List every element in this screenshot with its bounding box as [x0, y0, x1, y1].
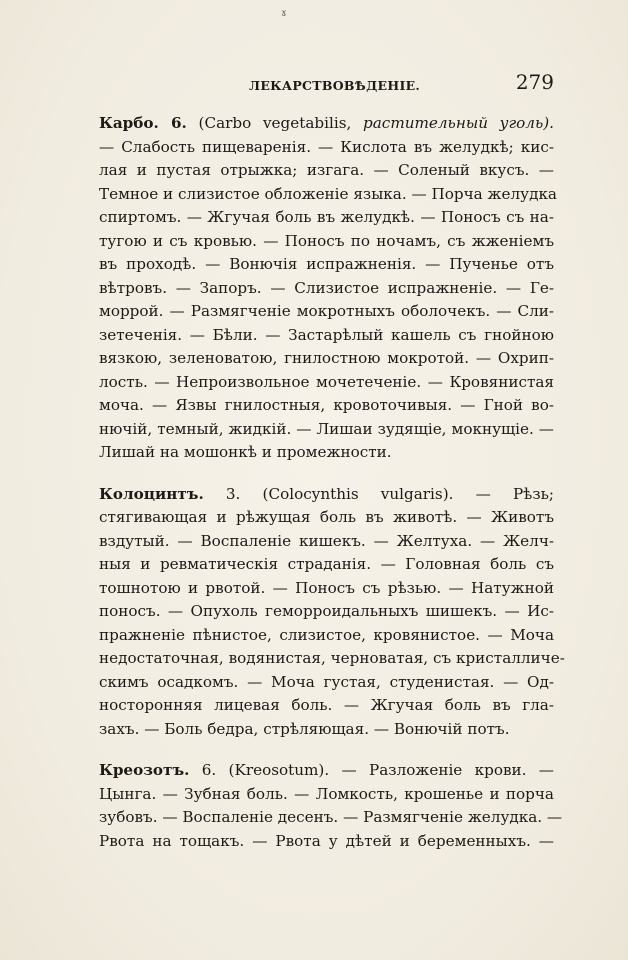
text-segment: 3. (Colocynthis vulgaris). — Рѣзь; — [203, 484, 554, 503]
text-line: Цынга. — Зубная боль. — Ломкость, крошенье и порча — [99, 784, 554, 803]
text-line: моррой. — Размягченіе мокротныхъ оболочекъ. — Сли- — [99, 302, 554, 320]
top-printer-mark: ɤ — [281, 8, 287, 19]
text-line: скимъ осадкомъ. — Моча густая, студенистая. — Од- — [99, 672, 554, 691]
text-segment: (Carbo vegetabilis, — [186, 114, 364, 132]
text-line: нючій, темный, жидкій. — Лишаи зудящіе, мокнущіе. — — [99, 419, 554, 438]
text-line: лая и пустая отрыжка; изгага. — Соленый вкусъ. — — [99, 161, 554, 179]
text-line — [99, 112, 554, 136]
remedy-name: Креозотъ. — [99, 761, 190, 779]
text-line: тугою и съ кровью. — Поносъ по ночамъ, съ жженіемъ — [99, 231, 554, 250]
text-line: лость. — Непроизвольное мочетеченіе. — Кровянистая — [99, 372, 554, 391]
text-line: поносъ. — Опухоль геморроидальныхъ шишекъ. — Ис- — [99, 602, 554, 620]
text-line: стягивающая и рѣжущая боль въ животѣ. — Животъ — [99, 508, 554, 526]
text-line: ныя и ревматическія страданія. — Головная боль съ — [99, 555, 554, 573]
text-line: носторонняя лицевая боль. — Жгучая боль въ гла- — [99, 696, 554, 714]
text-line: пражненіе пѣнистое, слизистое, кровянистое. — Моча — [99, 625, 554, 644]
entry-kolotsint — [99, 483, 565, 742]
entry-karbo — [99, 112, 557, 465]
text-line: въ проходѣ. — Вонючія испражненія. — Пученье отъ — [99, 255, 554, 273]
text-line: Темное и слизистое обложеніе языка. — Порча желудка — [99, 184, 557, 203]
text-line: недостаточная, водянистая, черноватая, съ кристалличе- — [99, 649, 565, 667]
text-line: зубовъ. — Воспаленіе деcенъ. — Размягченіе желудка. — — [99, 808, 563, 826]
page-body — [99, 112, 565, 853]
text-line: тошнотою и рвотой. — Поносъ съ рѣзью. — Натужной — [99, 578, 554, 597]
text-line: вѣтровъ. — Запоръ. — Слизистое испражненіе. — Ге- — [99, 278, 554, 297]
text-line: вязкою, зеленоватою, гнилостною мокротой. — Охрип- — [99, 349, 554, 367]
text-line: зетеченія. — Бѣли. — Застарѣлый кашель съ гнойною — [99, 325, 554, 344]
text-line: — Слабость пищеваренія. — Кислота въ желудкѣ; кис- — [99, 137, 554, 156]
remedy-name: Колоцинтъ. — [99, 484, 204, 503]
text-line: моча. — Язвы гнилостныя, кровоточивыя. — Гной во- — [99, 396, 554, 414]
text-line: Рвота на тощакъ. — Рвота у дѣтей и беременныхъ. — — [99, 831, 554, 850]
text-line: Лишай на мошонкѣ и промежности. — [99, 443, 392, 461]
remedy-name: Карбо. 6. — [99, 114, 187, 132]
text-line — [99, 483, 554, 507]
text-line: захъ. — Боль бедра, стрѣляющая. — Вонючій потъ. — [99, 719, 510, 738]
text-segment-italic: растительный уголь). — [363, 114, 554, 132]
text-line — [99, 759, 554, 783]
entry-kreozot — [99, 759, 563, 853]
page-number: 279 — [515, 70, 554, 94]
text-line: спиртомъ. — Жгучая боль въ желудкѣ. — Поносъ съ на- — [99, 208, 554, 226]
text-line: вздутый. — Воспаленіе кишекъ. — Желтуха. — Желч- — [99, 531, 554, 550]
running-header — [99, 70, 554, 98]
running-title: ЛЕКАРСТВОВѢДЕНІЕ. — [249, 78, 421, 93]
text-segment: 6. (Kreosotum). — Разложеніе крови. — — [189, 761, 554, 779]
